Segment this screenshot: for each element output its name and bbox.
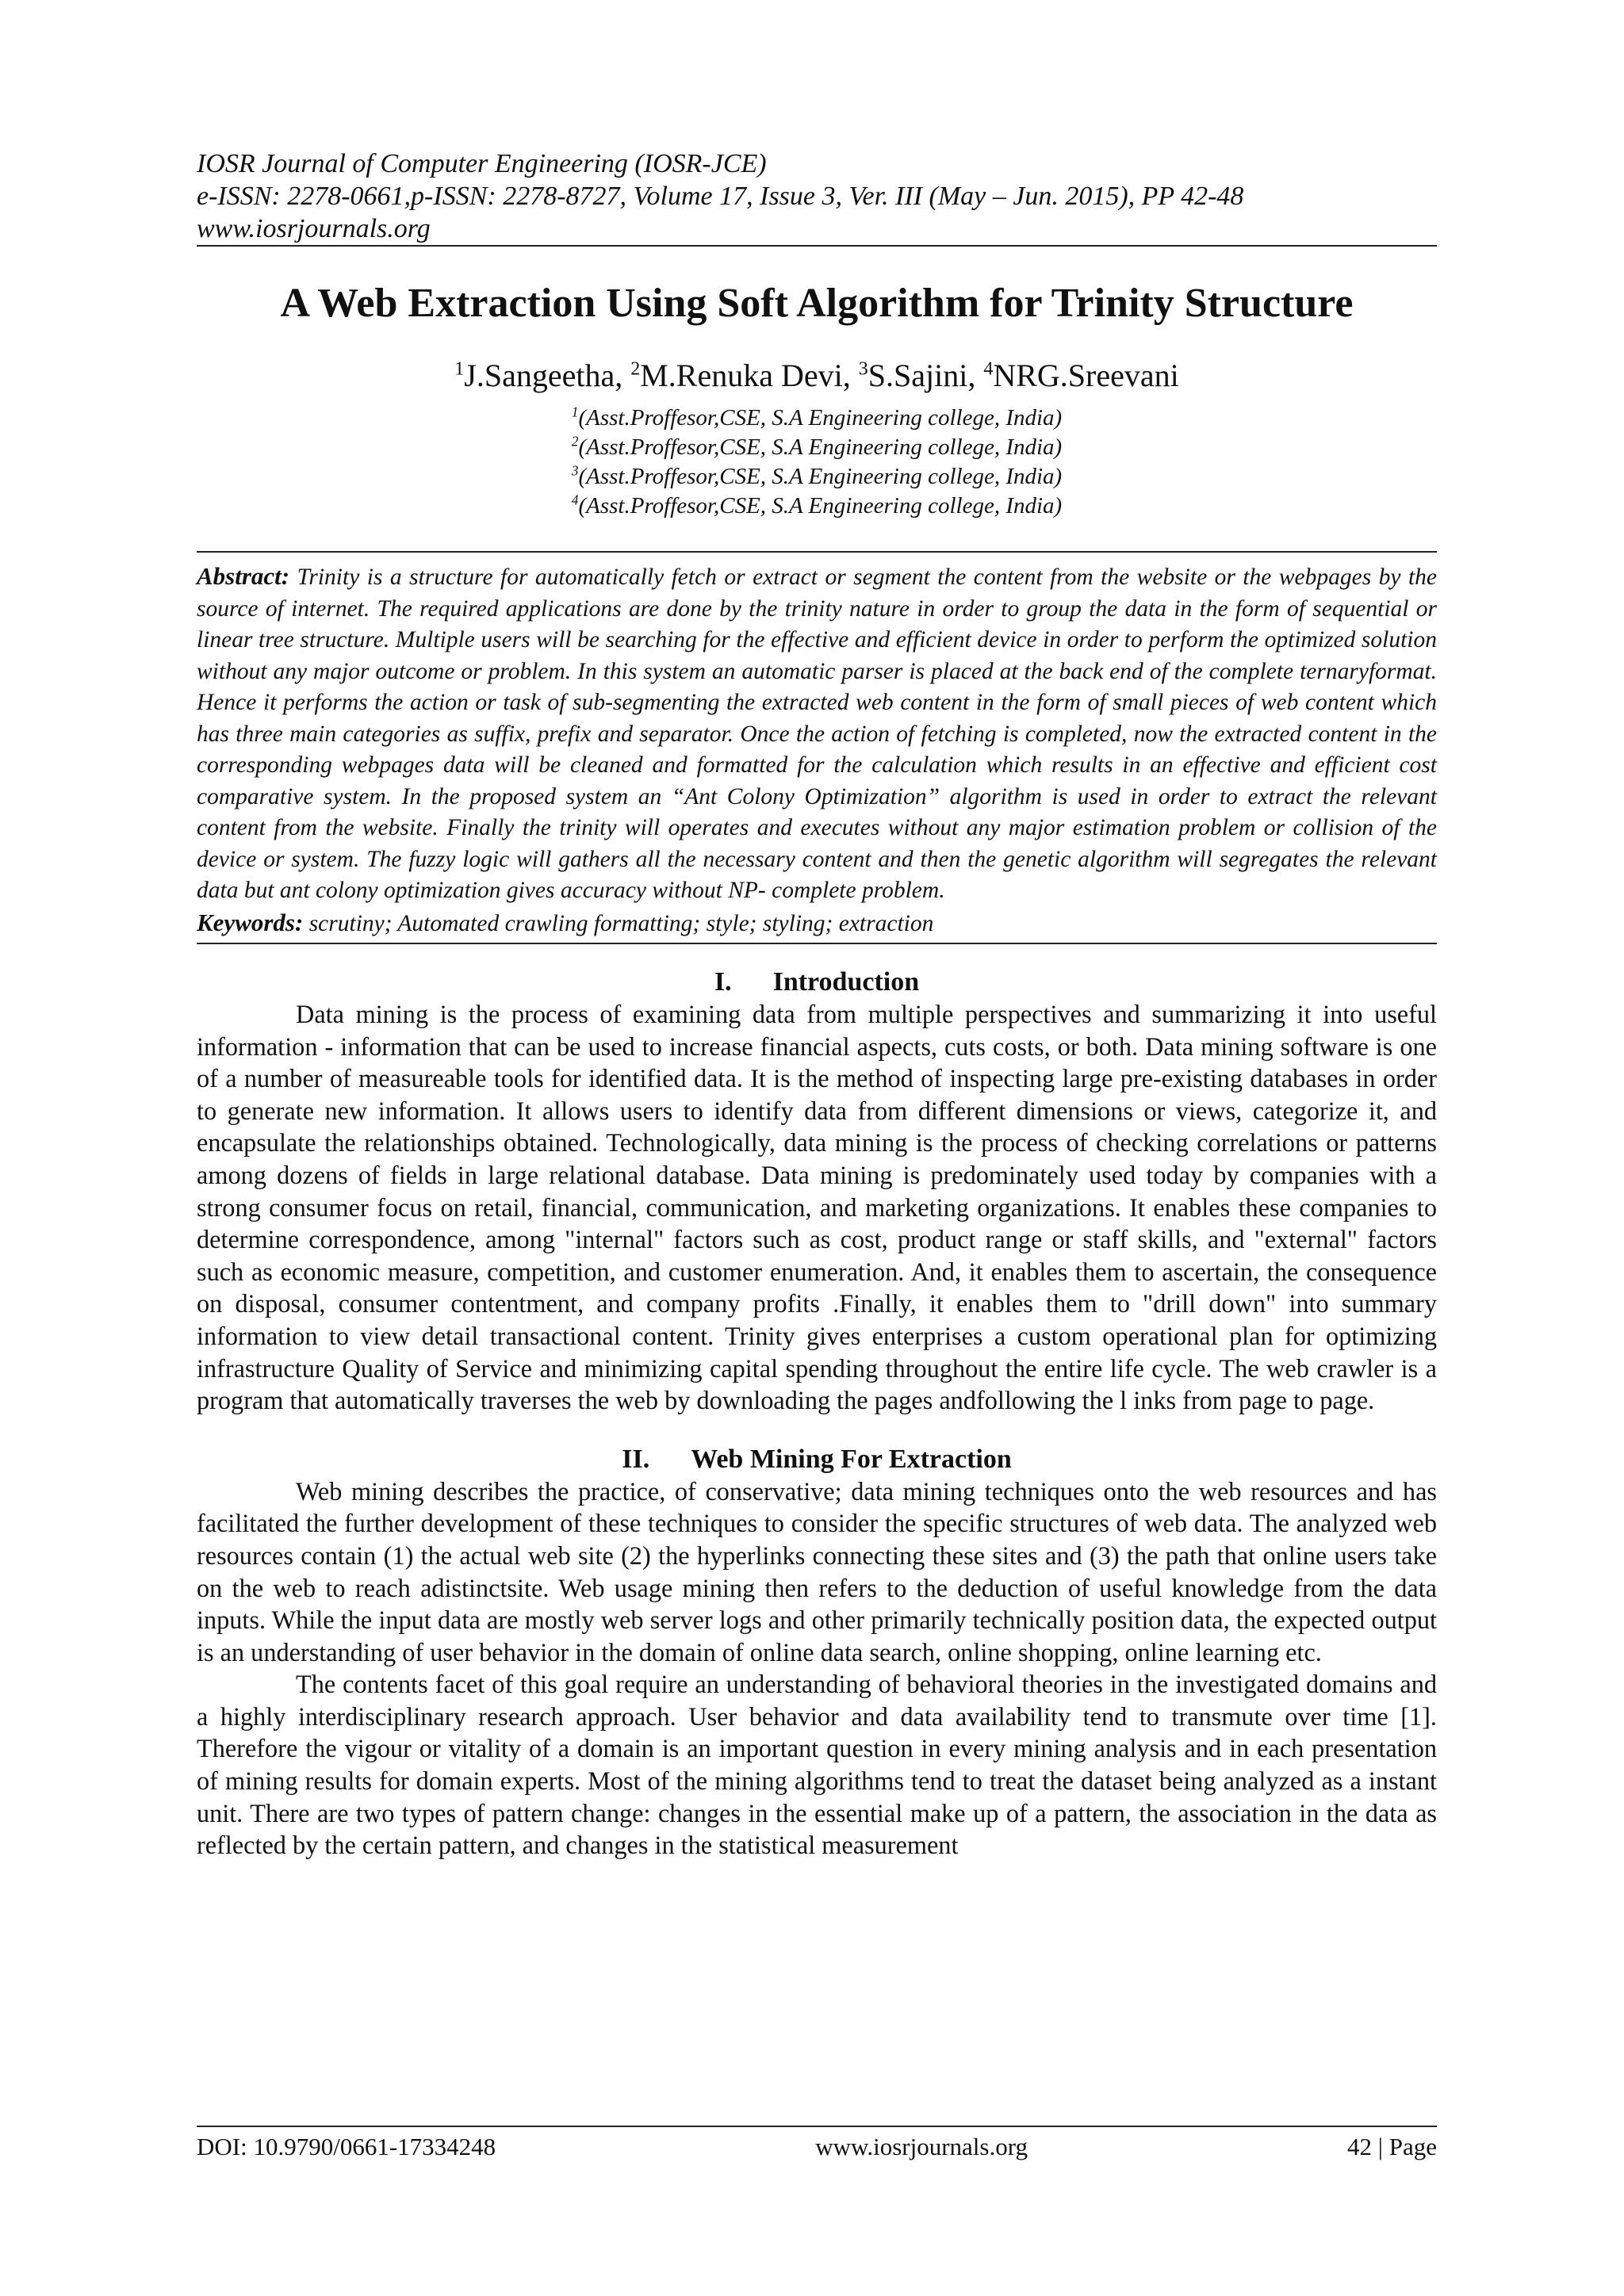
affiliation-marker: 4 xyxy=(571,492,579,508)
abstract-label: Abstract: xyxy=(197,562,290,590)
author-1-marker: 1 xyxy=(454,358,465,380)
section-number: II. xyxy=(622,1444,650,1474)
page-footer xyxy=(197,2126,1437,2162)
keywords xyxy=(197,907,1437,940)
paper-title: A Web Extraction Using Soft Algorithm for Trinity Structure xyxy=(280,281,1354,326)
section-title: Introduction xyxy=(772,967,920,997)
author-3: S.Sajini, xyxy=(868,358,984,393)
affiliation xyxy=(197,433,1437,462)
section-heading-web-mining xyxy=(197,1444,1437,1475)
affiliation-marker: 2 xyxy=(571,433,579,450)
abstract-top-rule xyxy=(197,551,1437,553)
affiliation-marker: 1 xyxy=(571,404,579,420)
abstract-block xyxy=(197,551,1437,944)
section-number: I. xyxy=(714,967,732,997)
affiliation-list xyxy=(197,404,1437,521)
section-heading-introduction xyxy=(197,966,1437,998)
section-title: Web Mining For Extraction xyxy=(691,1444,1012,1474)
author-4-marker: 4 xyxy=(983,358,994,380)
journal-name: IOSR Journal of Computer Engineering (IOSR-JCE) xyxy=(197,149,767,178)
affiliation xyxy=(197,404,1437,433)
journal-issn: e-ISSN: 2278-0661,p-ISSN: 2278-8727, Volume 17, Issue 3, Ver. III (May – Jun. 2015), PP 42-48 xyxy=(197,182,1244,211)
abstract-bottom-rule xyxy=(197,943,1437,944)
affiliation xyxy=(197,492,1437,521)
body-paragraph: The contents facet of this goal require an understanding of behavioral theories in the investigated domains and a highly interdisciplinary research approach. User behavior and data availability tend to transmute over time [1]. Therefore the vigour or vitality of a domain is an important question in every mining analysis and in each presentation of mining results for domain experts. Most of the mining algorithms tend to treat the dataset being analyzed as a instant unit. There are two types of pattern change: changes in the essential make up of a pattern, the association in the data as reflected by the certain pattern, and changes in the statistical measurement xyxy=(197,1670,1437,1860)
affiliation-text: (Asst.Proffesor,CSE, S.A Engineering college, India) xyxy=(578,464,1063,489)
footer-doi: DOI: 10.9790/0661-17334248 xyxy=(197,2133,496,2160)
affiliation-marker: 3 xyxy=(571,462,579,479)
body-paragraph: Data mining is the process of examining data from multiple perspectives and summarizing it into useful information - information that can be used to increase financial aspects, cuts costs, or both. Data mining software is one of a number of measureable tools for identified data. It is the method of inspecting large pre-existing databases in order to generate new information. It allows users to identify data from different dimensions or views, categorize it, and encapsulate the relationships obtained. Technologically, data mining is the process of checking correlations or patterns among dozens of fields in large relational database. Data mining is predominately used today by companies with a strong consumer focus on retail, financial, communication, and marketing organizations. It enables these companies to determine correspondence, among "internal" factors such as cost, product range or staff skills, and "external" factors such as economic measure, competition, and customer enumeration. And, it enables them to ascertain, the consequence on disposal, consumer contentment, and company profits .Finally, it enables them to "drill down" into summary information to view detail transactional content. Trinity gives enterprises a custom operational plan for optimizing infrastructure Quality of Service and minimizing capital spending throughout the entire life cycle. The web crawler is a program that automatically traverses the web by downloading the pages andfollowing the l inks from page to page. xyxy=(197,1000,1437,1415)
author-1: J.Sangeetha, xyxy=(464,358,631,393)
footer-rule xyxy=(197,2126,1437,2127)
footer-row xyxy=(197,2132,1437,2162)
header-rule xyxy=(197,245,1437,247)
affiliation-text: (Asst.Proffesor,CSE, S.A Engineering college, India) xyxy=(578,434,1063,460)
author-list xyxy=(197,358,1437,394)
footer-website: www.iosrjournals.org xyxy=(815,2133,1028,2160)
journal-website: www.iosrjournals.org xyxy=(197,214,431,243)
abstract xyxy=(197,561,1437,907)
author-4: NRG.Sreevani xyxy=(993,358,1179,393)
author-2: M.Renuka Devi, xyxy=(640,358,859,393)
affiliation-text: (Asst.Proffesor,CSE, S.A Engineering college, India) xyxy=(578,493,1063,519)
body-paragraph: Web mining describes the practice, of conservative; data mining techniques onto the web resources and has facilitated the further development of these techniques to consider the specific structures of web data. The analyzed web resources contain (1) the actual web site (2) the hyperlinks connecting these sites and (3) the path that online users take on the web to reach adistinctsite. Web usage mining then refers to the deduction of useful knowledge from the data inputs. While the input data are mostly web server logs and other primarily technically position data, the expected output is an understanding of user behavior in the domain of online data search, online shopping, online learning etc. xyxy=(197,1476,1437,1667)
keywords-label: Keywords: xyxy=(197,908,304,936)
author-2-marker: 2 xyxy=(630,358,641,380)
journal-header xyxy=(197,147,1437,245)
abstract-text: Trinity is a structure for automatically fetch or extract or segment the content from the website or the webpages by the source of internet. The required applications are done by the trinity nature in order to group the data in the form of sequential or linear tree structure. Multiple users will be searching for the effective and efficient device in order to perform the optimized solution without any major outcome or problem. In this system an automatic parser is placed at the back end of the complete ternaryformat. Hence it performs the action or task of sub-segmenting the extracted web content in the form of small pieces of web content which has three main categories as suffix, prefix and separator. Once the action of fetching is completed, now the extracted content in the corresponding webpages data will be cleaned and formatted for the calculation which results in an effective and efficient cost comparative system. In the proposed system an “Ant Colony Optimization” algorithm is used in order to extract the relevant content from the website. Finally the trinity will operates and executes without any major estimation problem or collision of the device or system. The fuzzy logic will gathers all the necessary content and then the genetic algorithm will segregates the relevant data but ant colony optimization gives accuracy without NP- complete problem. xyxy=(197,564,1437,903)
author-3-marker: 3 xyxy=(858,358,868,380)
paper-page xyxy=(197,147,1437,1862)
affiliation-text: (Asst.Proffesor,CSE, S.A Engineering college, India) xyxy=(578,405,1063,430)
footer-page-number: 42 | Page xyxy=(1347,2133,1437,2160)
affiliation xyxy=(197,462,1437,492)
keywords-text: scrutiny; Automated crawling formatting; style; styling; extraction xyxy=(303,910,934,936)
